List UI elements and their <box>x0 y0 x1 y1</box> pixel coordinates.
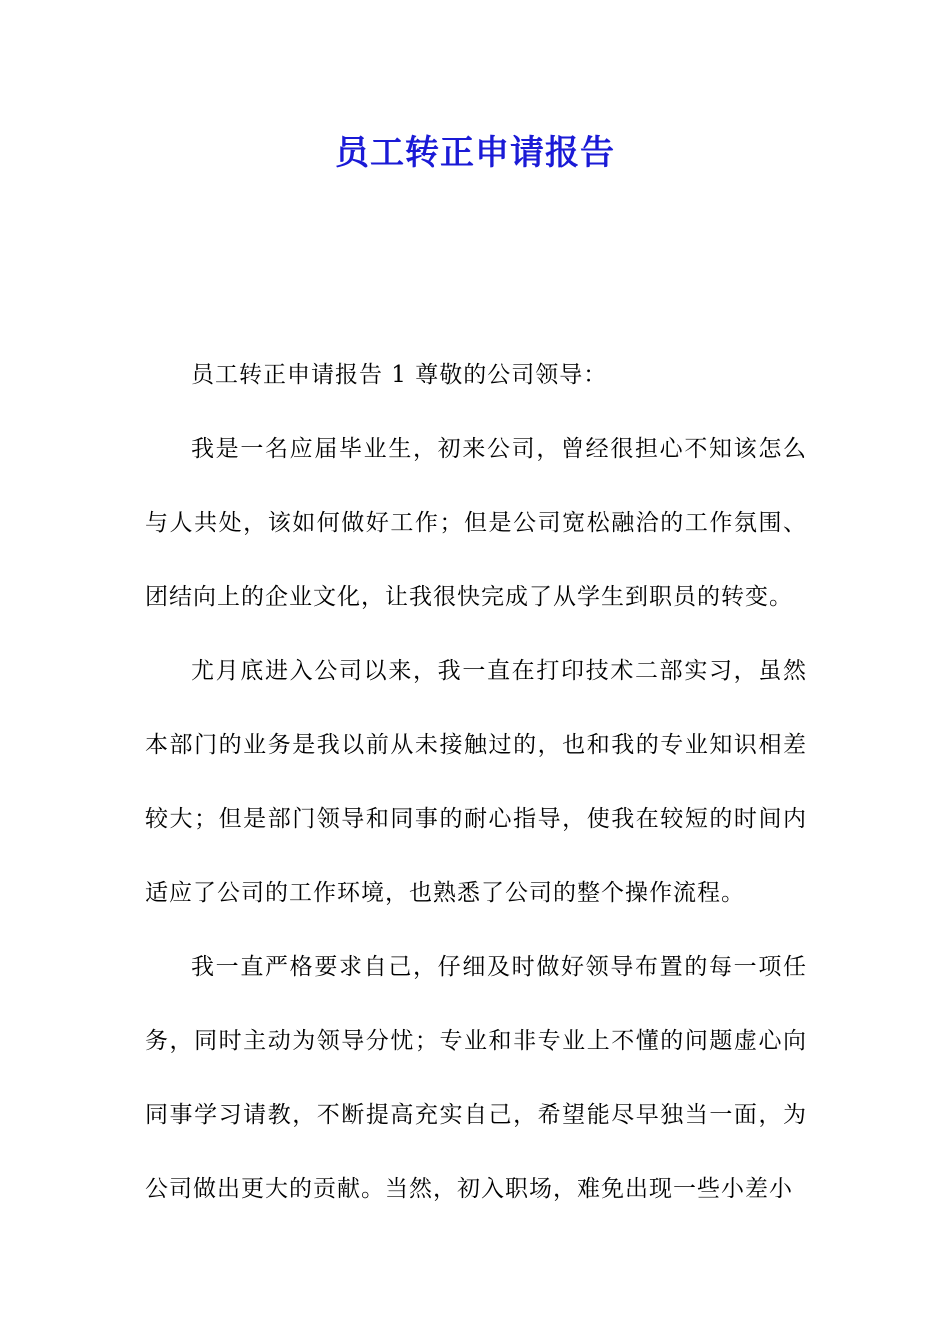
paragraph-salutation: 员工转正申请报告 1 尊敬的公司领导： <box>191 362 608 388</box>
paragraph-intro: 我是一名应届毕业生，初来公司，曾经很担心不知该怎么与人共处，该如何做好工作；但是公司宽松融洽的工作氛围、团结向上的企业文化，让我很快完成了从学生到职员的转变。 <box>145 436 807 610</box>
document-body <box>145 338 807 1226</box>
document-title: 员工转正申请报告 <box>335 133 615 173</box>
paragraph-department: 尤月底进入公司以来，我一直在打印技术二部实习，虽然本部门的业务是我以前从未接触过的，也和我的专业知识相差较大；但是部门领导和同事的耐心指导，使我在较短的时间内适应了公司的工作环境，也熟悉了公司的整个操作流程。 <box>145 658 807 906</box>
paragraph-self-requirement: 我一直严格要求自己，仔细及时做好领导布置的每一项任务，同时主动为领导分忧；专业和非专业上不懂的问题虚心向同事学习请教，不断提高充实自己，希望能尽早独当一面，为公司做出更大的贡献。当然，初入职场，难免出现一些小差小 <box>145 954 807 1202</box>
